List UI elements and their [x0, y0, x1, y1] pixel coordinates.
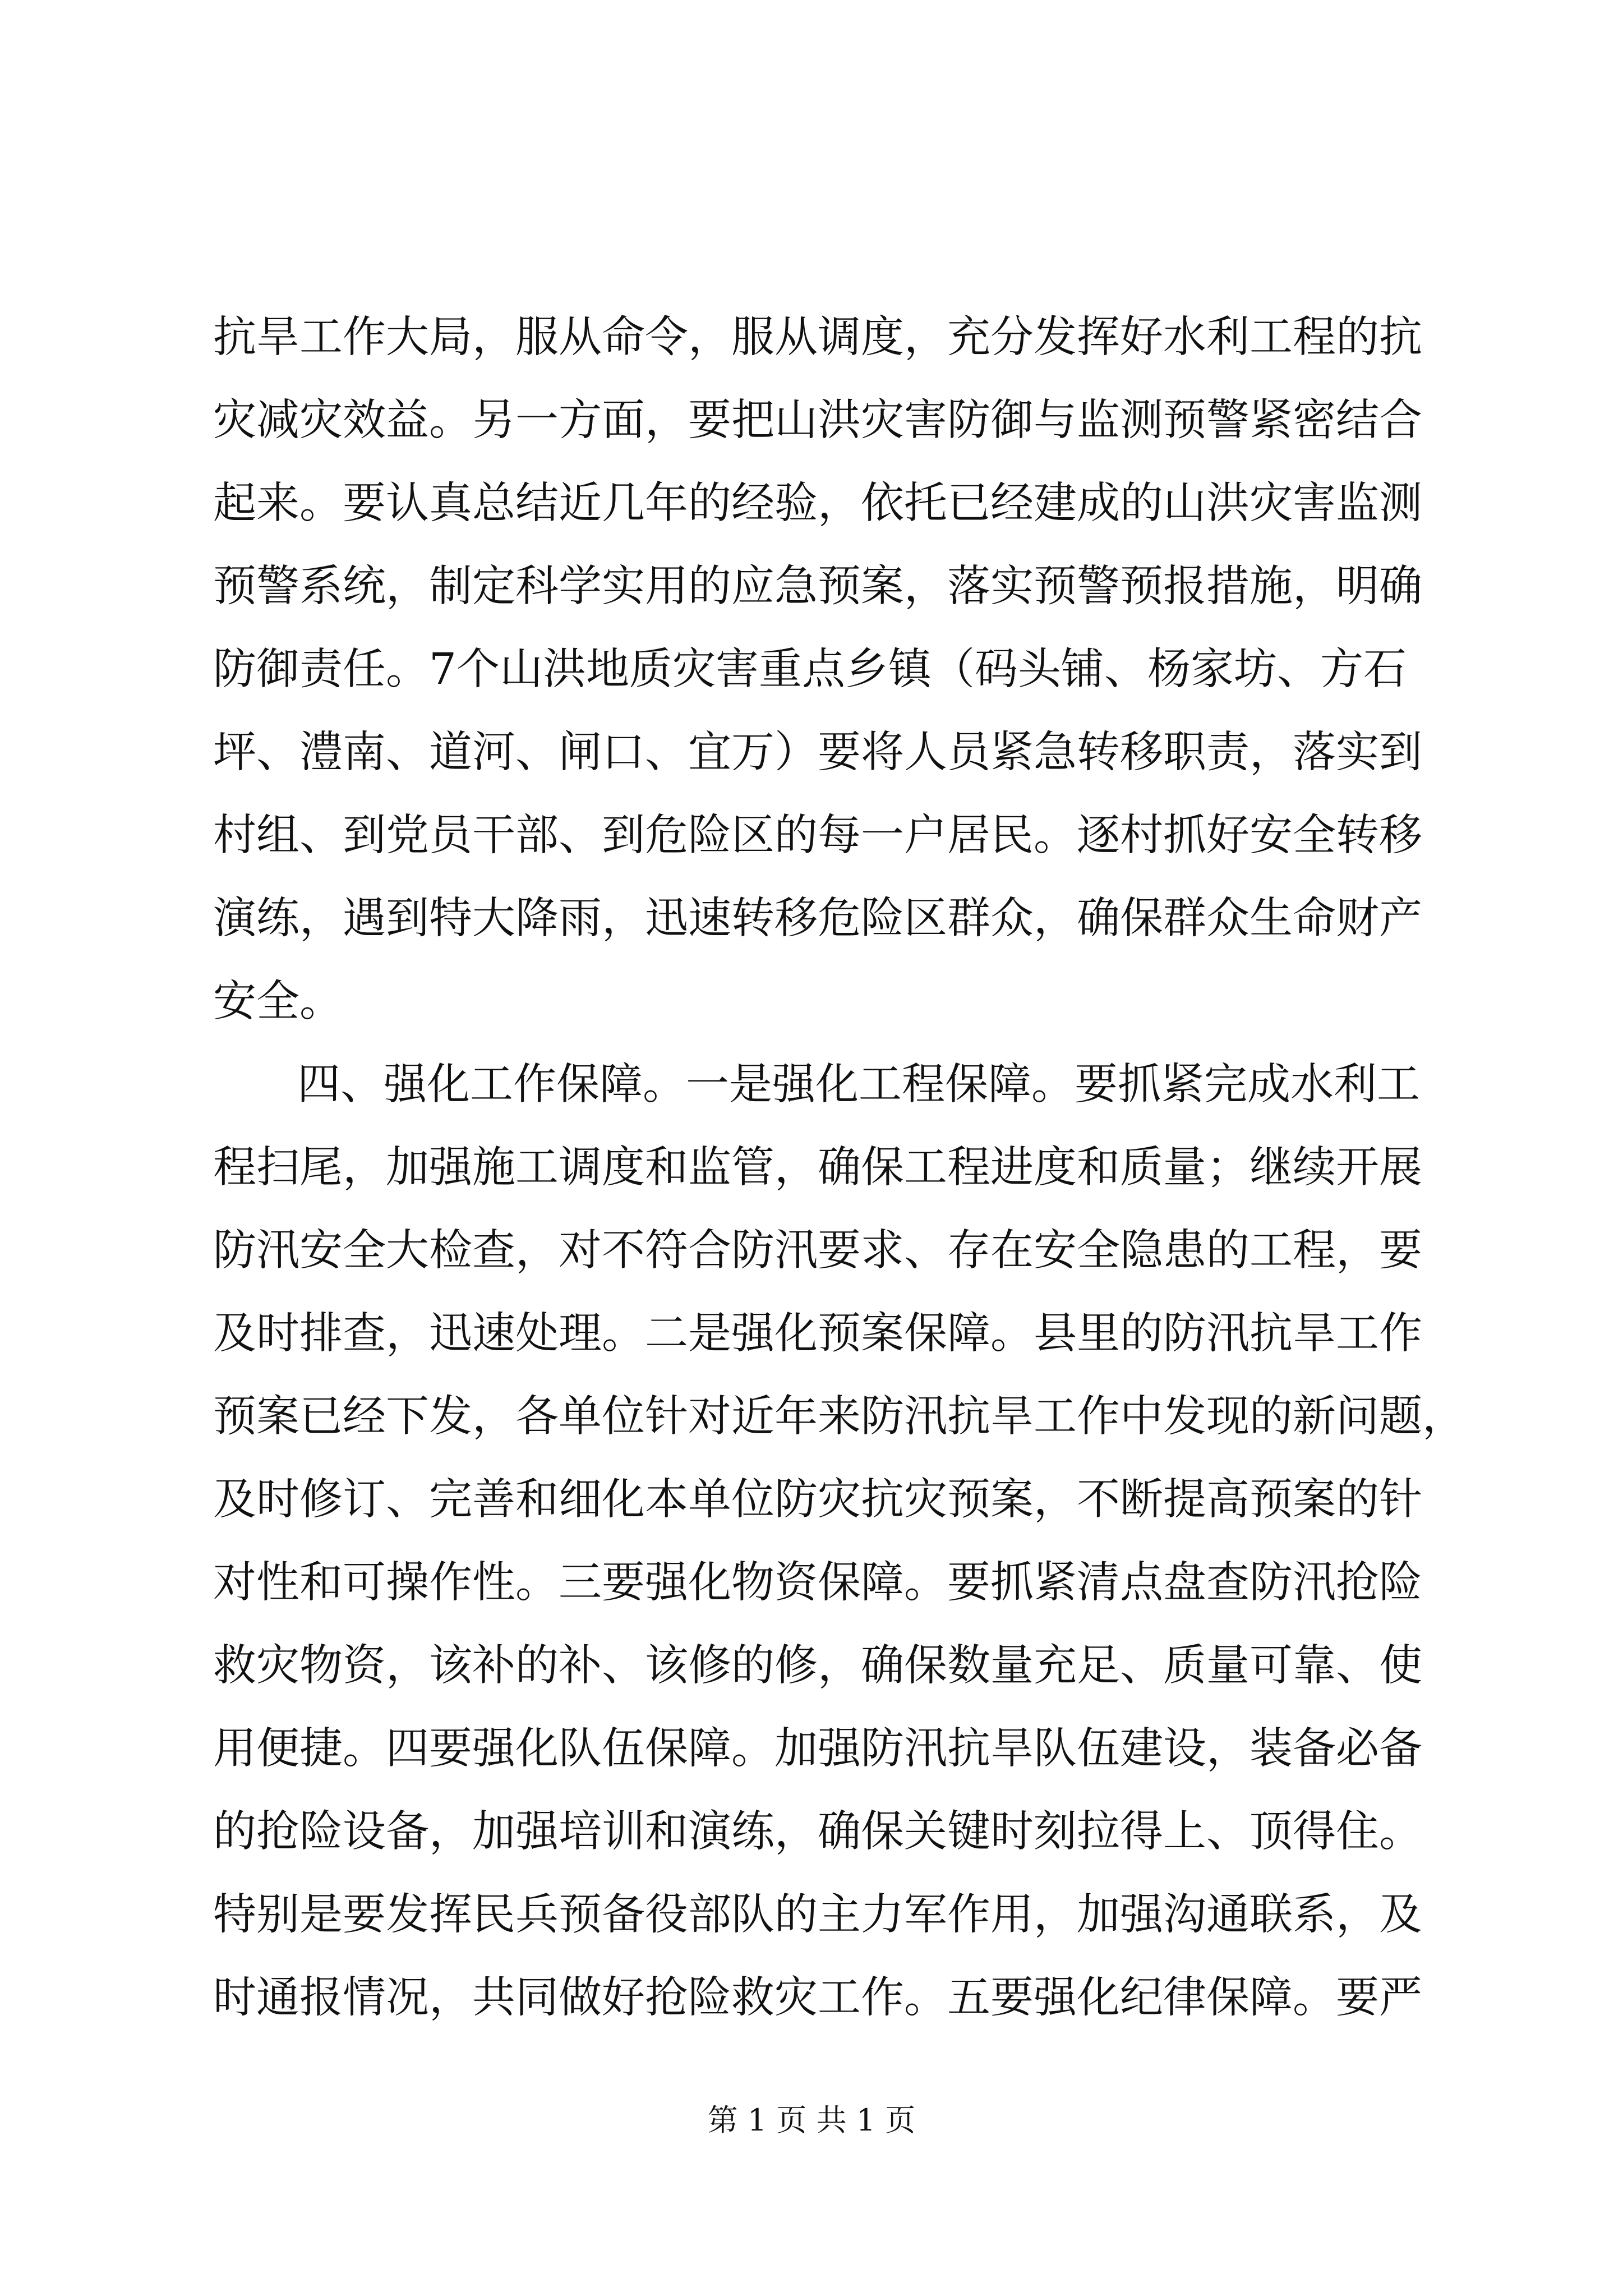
text-line: 灾减灾效益。另一方面，要把山洪灾害防御与监测预警紧密结合 — [213, 395, 1422, 445]
text-line: 及时修订、完善和细化本单位防灾抗灾预案，不断提高预案的针 — [213, 1475, 1422, 1525]
text-line: 起来。要认真总结近几年的经验，依托已经建成的山洪灾害监测 — [213, 478, 1422, 528]
text-line: 时通报情况，共同做好抢险救灾工作。五要强化纪律保障。要严 — [213, 1973, 1422, 2023]
text-line: 对性和可操作性。三要强化物资保障。要抓紧清点盘查防汛抢险 — [213, 1558, 1422, 1608]
text-line: 及时排查，迅速处理。二是强化预案保障。县里的防汛抗旱工作 — [213, 1309, 1422, 1359]
text-line: 救灾物资，该补的补、该修的修，确保数量充足、质量可靠、使 — [213, 1641, 1422, 1691]
document-body — [213, 296, 1465, 2040]
page-footer: 第 1 页 共 1 页 — [707, 2102, 916, 2138]
text-line: 防汛安全大检查，对不符合防汛要求、存在安全隐患的工程，要 — [213, 1226, 1422, 1276]
text-line: 预警系统，制定科学实用的应急预案，落实预警预报措施，明确 — [213, 562, 1422, 611]
text-line: 四、强化工作保障。一是强化工程保障。要抓紧完成水利工 — [297, 1060, 1420, 1110]
text-line: 预案已经下发，各单位针对近年来防汛抗旱工作中发现的新问题， — [213, 1392, 1465, 1442]
text-line: 特别是要发挥民兵预备役部队的主力军作用，加强沟通联系，及 — [213, 1890, 1422, 1940]
text-line: 坪、澧南、道河、闸口、宜万）要将人员紧急转移职责，落实到 — [213, 728, 1422, 777]
text-line: 用便捷。四要强化队伍保障。加强防汛抗旱队伍建设，装备必备 — [213, 1724, 1422, 1774]
text-line: 演练，遇到特大降雨，迅速转移危险区群众，确保群众生命财产 — [213, 894, 1422, 944]
text-line: 抗旱工作大局，服从命令，服从调度，充分发挥好水利工程的抗 — [213, 312, 1422, 362]
text-line: 程扫尾，加强施工调度和监管，确保工程进度和质量；继续开展 — [213, 1143, 1422, 1193]
text-line: 防御责任。7个山洪地质灾害重点乡镇（码头铺、杨家坊、方石 — [213, 645, 1407, 694]
text-line: 村组、到党员干部、到危险区的每一户居民。逐村抓好安全转移 — [213, 811, 1422, 861]
text-line: 安全。 — [213, 977, 343, 1027]
text-line: 的抢险设备，加强培训和演练，确保关键时刻拉得上、顶得住。 — [213, 1807, 1422, 1857]
